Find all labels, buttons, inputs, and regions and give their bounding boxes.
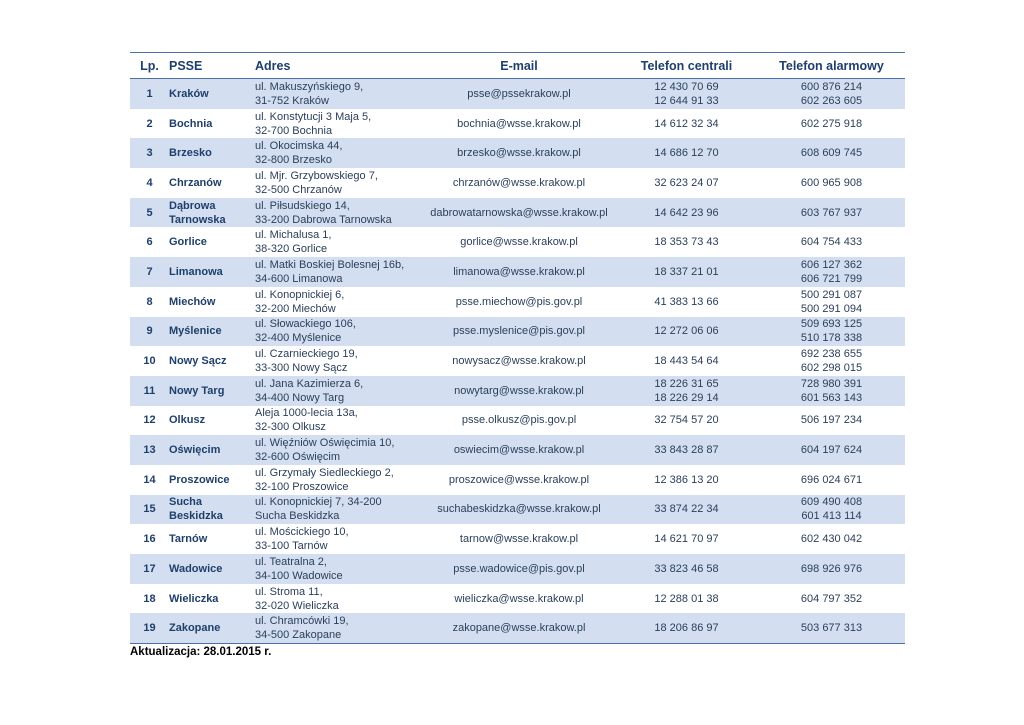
cell-psse-line: Wadowice (169, 562, 223, 575)
cell-lp: 16 (143, 533, 156, 546)
cell-telefon-centrali (615, 584, 758, 614)
cell-adres-line: ul. Stroma 11, (255, 585, 323, 598)
cell-telefon-alarmowy-line: 609 490 408 (800, 496, 863, 509)
cell-adres-line: ul. Michalusa 1, (255, 229, 332, 242)
cell-adres-line: 32-600 Oświęcim (255, 451, 340, 464)
cell-email[interactable]: zakopane@wsse.krakow.pl (423, 613, 615, 643)
cell-telefon-alarmowy (758, 257, 905, 287)
cell-lp: 9 (130, 317, 169, 347)
cell-email[interactable]: psse.miechow@pis.gov.pl (455, 295, 583, 308)
table-row (130, 317, 905, 347)
cell-email[interactable]: psse.myslenice@pis.gov.pl (423, 317, 615, 347)
cell-adres-line: 31-752 Kraków (255, 94, 329, 107)
cell-adres-line: ul. Chramcówki 19, (255, 615, 349, 628)
table-body (130, 79, 905, 644)
table-row (130, 79, 905, 109)
update-date-note: Aktualizacja: 28.01.2015 r. (130, 646, 272, 658)
cell-telefon-alarmowy-line: 601 563 143 (800, 391, 863, 404)
cell-telefon-alarmowy (758, 287, 905, 317)
cell-adres (255, 376, 423, 406)
cell-adres-line: 33-100 Tarnów (255, 540, 328, 553)
cell-telefon-centrali-line: 33 874 22 34 (654, 503, 719, 516)
cell-adres-line: 32-020 Wieliczka (255, 599, 339, 612)
cell-telefon-alarmowy (758, 613, 905, 643)
cell-adres (255, 317, 423, 347)
cell-psse-line: Olkusz (169, 414, 206, 427)
cell-psse (169, 79, 255, 109)
cell-adres-line: 34-400 Nowy Targ (255, 391, 345, 404)
cell-lp: 10 (143, 355, 156, 368)
cell-telefon-centrali (615, 406, 758, 436)
cell-email[interactable]: dabrowatarnowska@wsse.krakow.pl (423, 198, 615, 228)
cell-psse-line: Proszowice (169, 473, 230, 486)
cell-psse-line: Tarnów (169, 533, 208, 546)
cell-telefon-centrali (615, 109, 758, 139)
cell-telefon-alarmowy-line: 600 876 214 (800, 80, 863, 93)
cell-psse (169, 257, 255, 287)
cell-psse-line: Brzesko (169, 147, 212, 160)
cell-telefon-alarmowy (758, 465, 905, 495)
cell-telefon-alarmowy (758, 317, 905, 347)
cell-telefon-alarmowy (758, 346, 905, 376)
cell-telefon-alarmowy-line: 696 024 671 (800, 473, 863, 486)
cell-lp: 4 (146, 176, 153, 189)
cell-lp: 1 (130, 79, 169, 109)
table-row (130, 376, 905, 406)
cell-adres (255, 198, 423, 228)
cell-telefon-alarmowy (758, 109, 905, 139)
cell-email[interactable]: tarnow@wsse.krakow.pl (459, 533, 579, 546)
cell-telefon-centrali (615, 495, 758, 525)
cell-telefon-alarmowy (758, 227, 905, 257)
cell-email[interactable]: wieliczka@wsse.krakow.pl (454, 592, 584, 605)
cell-telefon-alarmowy-line: 601 413 114 (801, 510, 862, 523)
cell-psse (169, 554, 255, 584)
cell-telefon-centrali (615, 346, 758, 376)
cell-telefon-alarmowy-line: 698 926 976 (800, 562, 863, 575)
cell-telefon-centrali-line: 33 843 28 87 (654, 444, 719, 457)
cell-telefon-centrali-line: 18 206 86 97 (654, 622, 719, 635)
cell-psse (169, 227, 255, 257)
cell-telefon-centrali (615, 138, 758, 168)
cell-lp: 14 (143, 473, 156, 486)
cell-telefon-alarmowy (758, 198, 905, 228)
cell-telefon-alarmowy-line: 608 609 745 (800, 147, 863, 160)
cell-telefon-centrali-line: 33 823 46 58 (654, 562, 719, 575)
cell-adres (255, 257, 423, 287)
cell-telefon-centrali-line: 18 443 54 64 (654, 355, 719, 368)
cell-email[interactable]: brzesko@wsse.krakow.pl (423, 138, 615, 168)
table-row (130, 168, 905, 198)
cell-telefon-alarmowy-line: 500 291 087 (800, 288, 863, 301)
cell-telefon-centrali-line: 14 612 32 34 (654, 117, 719, 130)
cell-psse-line: Kraków (169, 87, 209, 100)
header-telefon-alarmowy: Telefon alarmowy (758, 53, 905, 79)
cell-telefon-alarmowy-line: 510 178 338 (800, 332, 863, 345)
cell-adres-line: ul. Mościckiego 10, (255, 526, 349, 539)
cell-psse-line: Beskidzka (169, 510, 223, 523)
cell-adres-line: 32-500 Chrzanów (255, 183, 342, 196)
table-row (130, 495, 905, 525)
cell-telefon-centrali-line: 12 386 13 20 (654, 473, 719, 486)
cell-adres-line: ul. Czarnieckiego 19, (255, 348, 358, 361)
table-row (130, 227, 905, 257)
cell-telefon-centrali-line: 14 621 70 97 (654, 533, 719, 546)
cell-email[interactable]: proszowice@wsse.krakow.pl (448, 473, 590, 486)
cell-telefon-centrali (615, 376, 758, 406)
cell-email[interactable]: psse@pssekrakow.pl (423, 79, 615, 109)
cell-psse (169, 524, 255, 554)
cell-telefon-centrali-line: 18 353 73 43 (654, 236, 719, 249)
cell-psse (169, 465, 255, 495)
cell-telefon-alarmowy-line: 604 754 433 (800, 236, 863, 249)
cell-adres-line: ul. Więźniów Oświęcimia 10, (255, 437, 395, 450)
psse-contact-table (130, 52, 905, 644)
cell-lp: 13 (130, 435, 169, 465)
cell-lp: 15 (130, 495, 169, 525)
cell-adres (255, 287, 423, 317)
cell-lp: 8 (146, 295, 153, 308)
cell-adres-line: ul. Okocimska 44, (255, 140, 343, 153)
cell-telefon-centrali (615, 227, 758, 257)
cell-psse (169, 287, 255, 317)
cell-adres (255, 584, 423, 614)
cell-lp: 2 (146, 117, 153, 130)
table-row (130, 138, 905, 168)
cell-adres (255, 465, 423, 495)
cell-adres-line: 32-300 Olkusz (255, 421, 326, 434)
cell-adres-line: Aleja 1000-lecia 13a, (255, 407, 358, 420)
cell-telefon-centrali (615, 198, 758, 228)
cell-telefon-alarmowy-line: 606 721 799 (800, 272, 863, 285)
table-row (130, 109, 905, 139)
cell-adres-line: Sucha Beskidzka (255, 510, 340, 523)
cell-psse-line: Tarnowska (169, 213, 226, 226)
cell-adres (255, 524, 423, 554)
cell-psse (169, 435, 255, 465)
cell-psse-line: Oświęcim (169, 444, 221, 457)
cell-adres-line: ul. Makuszyńskiego 9, (255, 80, 364, 93)
cell-email[interactable]: bochnia@wsse.krakow.pl (457, 117, 581, 130)
table-row (130, 524, 905, 554)
cell-telefon-centrali (615, 554, 758, 584)
cell-lp: 17 (130, 554, 169, 584)
cell-email[interactable]: psse.olkusz@pis.gov.pl (461, 414, 577, 427)
cell-adres (255, 109, 423, 139)
cell-adres-line: ul. Jana Kazimierza 6, (255, 377, 364, 390)
cell-telefon-alarmowy-line: 692 238 655 (800, 348, 863, 361)
cell-adres-line: 34-100 Wadowice (255, 569, 343, 582)
cell-lp: 3 (130, 138, 169, 168)
cell-psse-line: Dąbrowa (169, 199, 216, 212)
cell-adres (255, 79, 423, 109)
cell-adres-line: ul. Konopnickiej 7, 34-200 (255, 496, 382, 509)
cell-telefon-alarmowy (758, 406, 905, 436)
cell-psse-line: Zakopane (169, 622, 221, 635)
cell-telefon-centrali (615, 287, 758, 317)
cell-adres-line: 32-400 Myślenice (255, 332, 342, 345)
table-header-row (130, 53, 905, 79)
cell-telefon-alarmowy (758, 138, 905, 168)
cell-telefon-alarmowy (758, 554, 905, 584)
cell-telefon-centrali (615, 465, 758, 495)
cell-telefon-centrali (615, 613, 758, 643)
cell-telefon-centrali (615, 524, 758, 554)
cell-telefon-centrali-line: 18 226 31 65 (654, 377, 719, 390)
cell-lp: 19 (130, 613, 169, 643)
psse-contact-table-container (130, 52, 905, 644)
cell-psse (169, 198, 255, 228)
cell-psse (169, 584, 255, 614)
cell-psse-line: Myślenice (169, 325, 222, 338)
cell-telefon-centrali-line: 12 430 70 69 (654, 80, 719, 93)
cell-psse-line: Chrzanów (169, 176, 222, 189)
cell-telefon-centrali-line: 12 644 91 33 (654, 94, 719, 107)
cell-adres (255, 346, 423, 376)
cell-email[interactable]: chrzanów@wsse.krakow.pl (452, 176, 586, 189)
table-row (130, 465, 905, 495)
cell-psse (169, 495, 255, 525)
cell-telefon-alarmowy-line: 506 197 234 (800, 414, 863, 427)
cell-telefon-alarmowy-line: 728 980 391 (800, 377, 863, 390)
cell-psse-line: Gorlice (169, 236, 207, 249)
cell-adres-line: 32-800 Brzesko (255, 154, 333, 167)
table-row (130, 435, 905, 465)
cell-adres (255, 406, 423, 436)
cell-telefon-centrali-line: 41 383 13 66 (654, 295, 719, 308)
cell-telefon-alarmowy-line: 600 965 908 (800, 176, 863, 189)
cell-telefon-alarmowy-line: 604 797 352 (800, 592, 863, 605)
cell-telefon-centrali-line: 18 226 29 14 (654, 391, 719, 404)
cell-adres-line: 32-700 Bochnia (255, 124, 333, 137)
cell-email[interactable]: gorlice@wsse.krakow.pl (460, 236, 578, 249)
cell-psse-line: Limanowa (169, 265, 223, 278)
cell-adres-line: ul. Grzymały Siedleckiego 2, (255, 466, 394, 479)
cell-adres-line: ul. Mjr. Grzybowskiego 7, (255, 169, 378, 182)
cell-psse (169, 317, 255, 347)
cell-psse-line: Sucha (169, 496, 203, 509)
table-row (130, 198, 905, 228)
cell-telefon-alarmowy (758, 376, 905, 406)
cell-lp: 12 (143, 414, 156, 427)
cell-email[interactable]: oswiecim@wsse.krakow.pl (423, 435, 615, 465)
header-telefon-centrali: Telefon centrali (615, 53, 758, 79)
cell-telefon-alarmowy-line: 604 197 624 (800, 444, 863, 457)
cell-psse (169, 109, 255, 139)
cell-telefon-alarmowy (758, 168, 905, 198)
cell-telefon-centrali-line: 12 288 01 38 (654, 592, 719, 605)
cell-psse (169, 406, 255, 436)
cell-adres-line: 33-200 Dabrowa Tarnowska (255, 213, 392, 226)
cell-telefon-centrali (615, 168, 758, 198)
cell-adres (255, 613, 423, 643)
cell-telefon-centrali (615, 257, 758, 287)
cell-adres (255, 138, 423, 168)
cell-adres-line: 34-600 Limanowa (255, 272, 343, 285)
cell-email[interactable]: limanowa@wsse.krakow.pl (423, 257, 615, 287)
cell-email[interactable]: nowytarg@wsse.krakow.pl (423, 376, 615, 406)
cell-adres-line: 33-300 Nowy Sącz (255, 362, 348, 375)
cell-telefon-alarmowy (758, 524, 905, 554)
table-row (130, 584, 905, 614)
cell-telefon-centrali-line: 32 623 24 07 (654, 176, 719, 189)
cell-psse-line: Bochnia (169, 117, 213, 130)
cell-adres (255, 227, 423, 257)
cell-adres-line: 34-500 Zakopane (255, 629, 342, 642)
cell-psse (169, 138, 255, 168)
cell-adres-line: 38-320 Gorlice (255, 243, 328, 256)
cell-telefon-centrali (615, 435, 758, 465)
cell-adres (255, 168, 423, 198)
cell-telefon-alarmowy-line: 602 263 605 (800, 94, 863, 107)
cell-telefon-alarmowy-line: 503 677 313 (800, 622, 863, 635)
cell-lp: 7 (130, 257, 169, 287)
cell-telefon-alarmowy-line: 602 275 918 (800, 117, 863, 130)
cell-telefon-alarmowy-line: 606 127 362 (800, 258, 863, 271)
cell-adres-line: ul. Konstytucji 3 Maja 5, (255, 110, 372, 123)
cell-adres-line: ul. Matki Boskiej Bolesnej 16b, (255, 258, 405, 271)
cell-telefon-centrali (615, 317, 758, 347)
header-email: E-mail (423, 53, 615, 79)
cell-adres-line: ul. Słowackiego 106, (255, 318, 356, 331)
cell-telefon-centrali-line: 14 642 23 96 (654, 206, 719, 219)
cell-telefon-alarmowy-line: 603 767 937 (800, 206, 863, 219)
cell-email[interactable]: psse.wadowice@pis.gov.pl (423, 554, 615, 584)
cell-lp: 11 (130, 376, 169, 406)
cell-email[interactable]: nowysacz@wsse.krakow.pl (452, 355, 586, 368)
cell-psse (169, 346, 255, 376)
table-row (130, 406, 905, 436)
cell-telefon-alarmowy-line: 602 430 042 (800, 533, 863, 546)
table-row (130, 346, 905, 376)
cell-telefon-centrali-line: 32 754 57 20 (654, 414, 719, 427)
cell-telefon-centrali (615, 79, 758, 109)
table-row (130, 257, 905, 287)
cell-psse-line: Miechów (169, 295, 216, 308)
cell-adres-line: ul. Konopnickiej 6, (255, 288, 345, 301)
cell-psse-line: Nowy Sącz (169, 355, 227, 368)
cell-telefon-alarmowy-line: 602 298 015 (800, 362, 863, 375)
cell-psse (169, 168, 255, 198)
cell-telefon-centrali-line: 14 686 12 70 (654, 147, 719, 160)
header-psse: PSSE (169, 53, 255, 79)
cell-adres-line: ul. Piłsudskiego 14, (255, 199, 350, 212)
cell-psse (169, 613, 255, 643)
cell-telefon-centrali-line: 18 337 21 01 (654, 265, 719, 278)
cell-lp: 18 (143, 592, 156, 605)
cell-psse (169, 376, 255, 406)
cell-adres (255, 435, 423, 465)
cell-psse-line: Wieliczka (169, 592, 219, 605)
cell-telefon-alarmowy (758, 79, 905, 109)
cell-telefon-alarmowy (758, 435, 905, 465)
table-row (130, 613, 905, 643)
cell-telefon-alarmowy (758, 584, 905, 614)
cell-adres-line: 32-200 Miechów (255, 302, 336, 315)
header-adres: Adres (255, 53, 423, 79)
cell-adres (255, 554, 423, 584)
cell-telefon-centrali-line: 12 272 06 06 (654, 325, 719, 338)
header-lp: Lp. (130, 53, 169, 79)
cell-telefon-alarmowy-line: 509 693 125 (800, 318, 863, 331)
cell-telefon-alarmowy (758, 495, 905, 525)
cell-lp: 6 (146, 236, 153, 249)
cell-adres-line: 32-100 Proszowice (255, 480, 349, 493)
table-row (130, 287, 905, 317)
cell-lp: 5 (130, 198, 169, 228)
cell-adres-line: ul. Teatralna 2, (255, 555, 327, 568)
cell-psse-line: Nowy Targ (169, 384, 225, 397)
table-row (130, 554, 905, 584)
cell-email[interactable]: suchabeskidzka@wsse.krakow.pl (423, 495, 615, 525)
cell-adres (255, 495, 423, 525)
cell-telefon-alarmowy-line: 500 291 094 (800, 302, 863, 315)
